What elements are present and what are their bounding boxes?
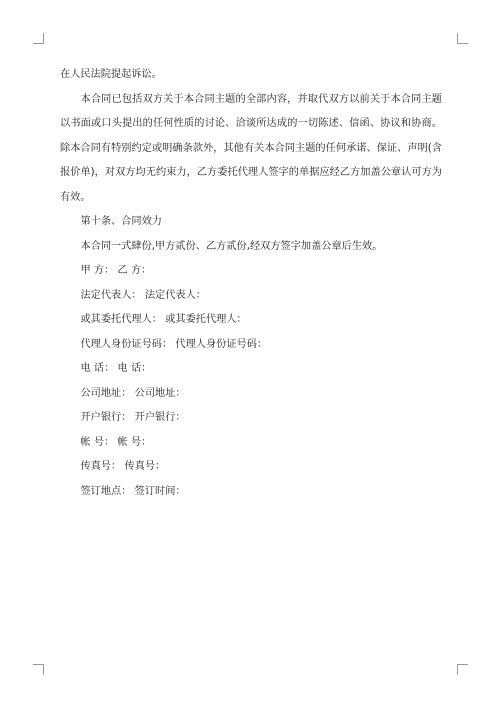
crop-mark-top-right: [457, 33, 468, 44]
document-body: [60, 63, 442, 504]
signature-field-phone: 电 话： 电 话：: [80, 363, 152, 374]
signature-field-agent-id: 代理人身份证号码： 代理人身份证号码：: [80, 338, 268, 350]
signature-field-place-time: 签订地点： 签订时间：: [80, 485, 186, 497]
continuation-line: 在人民法院提起诉讼。: [60, 69, 162, 80]
signature-field-account: 帐 号： 帐 号：: [80, 436, 152, 448]
entire-agreement-paragraph: 本合同已包括双方关于本合同主题的全部内容，并取代双方以前关于本合同主题以书面或口头提出的任何性质的讨论、洽谈所达成的一切陈述、信函、协议和协商。除本合同有特别约定或明确条款外，其他有关本合同主题的任何承诺、保证、声明(含报价单)，对双方均无约束力，乙方委托代理人签字的单据应经乙方加盖公章认可方为有效。: [60, 93, 442, 203]
signature-field-fax: 传真号： 传真号：: [80, 461, 166, 472]
article-10-heading: 第十条、合同效力: [80, 216, 162, 227]
crop-mark-bottom-right: [457, 664, 468, 675]
signature-field-agent: 或其委托代理人： 或其委托代理人：: [80, 314, 247, 325]
signature-field-parties: 甲 方： 乙 方：: [80, 265, 152, 276]
article-10-text: 本合同一式肆份,甲方贰份、乙方贰份,经双方签字加盖公章后生效。: [80, 240, 383, 252]
signature-field-legal-rep: 法定代表人： 法定代表人：: [80, 289, 206, 301]
signature-field-address: 公司地址： 公司地址：: [80, 387, 186, 399]
crop-mark-top-left: [33, 33, 44, 44]
crop-mark-bottom-left: [33, 664, 44, 675]
signature-field-bank: 开户银行： 开户银行：: [80, 412, 186, 423]
